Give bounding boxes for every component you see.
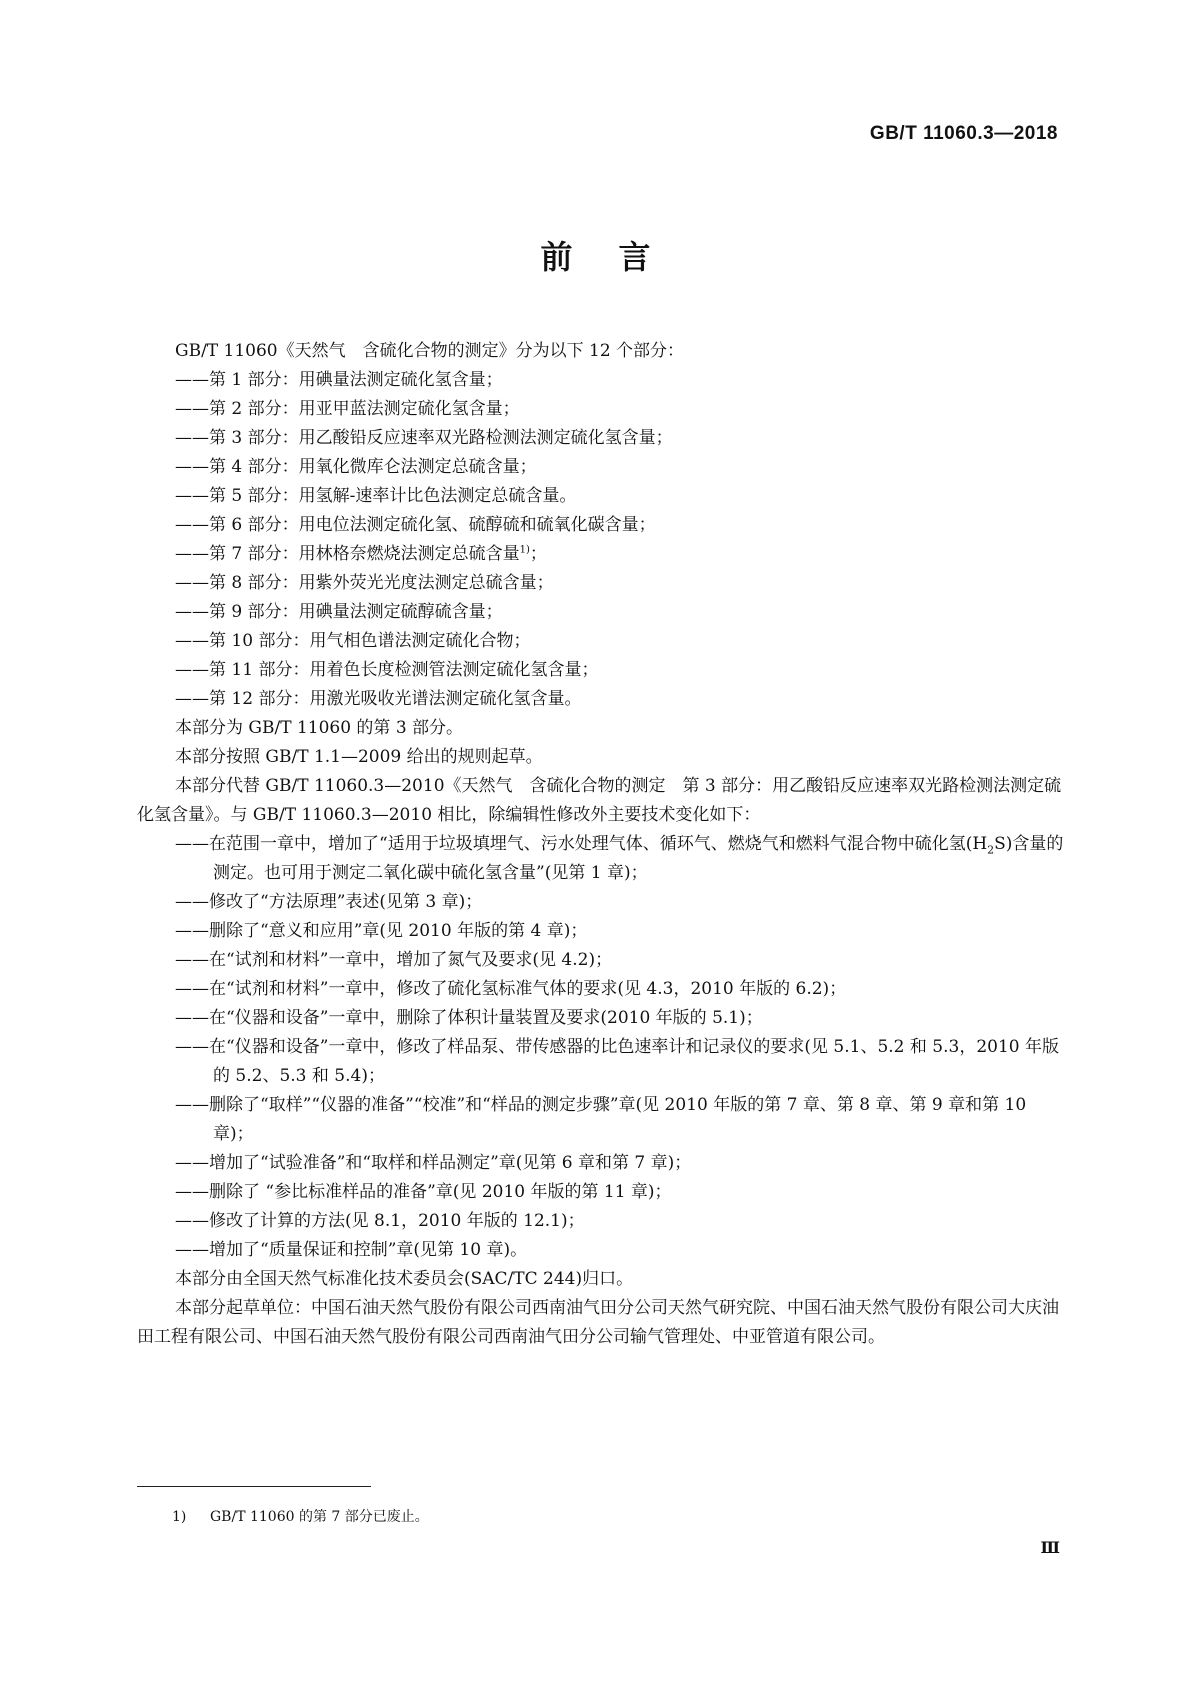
- subscript: 2: [987, 843, 995, 857]
- replaces-paragraph: 本部分代替 GB/T 11060.3—2010《天然气 含硫化合物的测定 第 3 部分：用乙酸铅反应速率双光路检测法测定硫化氢含量》。与 GB/T 11060.3—2010 相比，除编辑性修改外主要技术变化如下：: [137, 776, 1062, 825]
- foreword-body: [137, 337, 1069, 1352]
- list-item: ——第 12 部分：用激光吸收光谱法测定硫化氢含量。: [175, 689, 582, 709]
- list-item: [137, 540, 1069, 569]
- list-item: ——第 10 部分：用气相色谱法测定硫化合物；: [175, 631, 531, 651]
- footnote: [172, 1507, 429, 1527]
- footnote-divider: [137, 1486, 371, 1487]
- list-item-text: ——在范围一章中，增加了“适用于垃圾填埋气、污水处理气体、循环气、燃烧气和燃料气混合物中硫化氢(H: [175, 834, 988, 854]
- part-of-paragraph: 本部分为 GB/T 11060 的第 3 部分。: [175, 718, 464, 738]
- list-item: ——修改了“方法原理”表述(见第 3 章)；: [175, 892, 483, 912]
- list-item: ——第 4 部分：用氧化微库仑法测定总硫含量；: [175, 457, 537, 477]
- list-item: ——第 1 部分：用碘量法测定硫化氢含量；: [175, 370, 503, 390]
- drafting-rules-paragraph: 本部分按照 GB/T 1.1—2009 给出的规则起草。: [175, 747, 543, 767]
- list-item: ——增加了“试验准备”和“取样和样品测定”章(见第 6 章和第 7 章)；: [175, 1153, 692, 1173]
- footnote-text: GB/T 11060 的第 7 部分已废止。: [210, 1509, 429, 1525]
- list-item: [137, 830, 1069, 888]
- list-item: ——第 2 部分：用亚甲蓝法测定硫化氢含量；: [175, 399, 520, 419]
- list-item-text: S)含量的测定。也可用于测定二氧化碳中硫化氢含量”(见第 1 章)；: [213, 834, 1064, 883]
- list-item-text: ——第 7 部分：用林格奈燃烧法测定总硫含量: [175, 544, 520, 564]
- list-item: ——删除了“意义和应用”章(见 2010 年版的第 4 章)；: [175, 921, 588, 941]
- list-item: ——第 3 部分：用乙酸铅反应速率双光路检测法测定硫化氢含量；: [175, 428, 673, 448]
- changes-list: [137, 830, 1069, 1265]
- list-item-tail: ；: [529, 544, 547, 564]
- standard-number: GB/T 11060.3—2018: [869, 123, 1058, 144]
- list-item: ——在“试剂和材料”一章中，增加了氮气及要求(见 4.2)；: [175, 950, 613, 970]
- list-item: ——增加了“质量保证和控制”章(见第 10 章)。: [175, 1240, 528, 1260]
- list-item: ——修改了计算的方法(见 8.1，2010 年版的 12.1)；: [175, 1211, 585, 1231]
- list-item: ——第 8 部分：用紫外荧光光度法测定总硫含量；: [175, 573, 554, 593]
- list-item: ——删除了“取样”“仪器的准备”“校准”和“样品的测定步骤”章(见 2010 年版的第 7 章、第 8 章、第 9 章和第 10 章)；: [175, 1095, 1027, 1144]
- footnote-label: 1): [172, 1509, 187, 1525]
- list-item: ——第 5 部分：用氢解-速率计比色法测定总硫含量。: [175, 486, 577, 506]
- list-item: ——在“试剂和材料”一章中，修改了硫化氢标准气体的要求(见 4.3，2010 年版的 6.2)；: [175, 979, 847, 999]
- list-item: ——在“仪器和设备”一章中，删除了体积计量装置及要求(2010 年版的 5.1)；: [175, 1008, 763, 1028]
- footnote-reference: 1): [519, 544, 530, 556]
- intro-paragraph: GB/T 11060《天然气 含硫化合物的测定》分为以下 12 个部分：: [175, 341, 685, 361]
- page-number: Ⅲ: [1040, 1538, 1060, 1557]
- list-item: ——在“仪器和设备”一章中，修改了样品泵、带传感器的比色速率计和记录仪的要求(见 5.1、5.2 和 5.3，2010 年版的 5.2、5.3 和 5.4)；: [175, 1037, 1059, 1086]
- page-title: 前言: [540, 238, 697, 276]
- committee-paragraph: 本部分由全国天然气标准化技术委员会(SAC/TC 244)归口。: [175, 1269, 634, 1289]
- list-item: ——第 9 部分：用碘量法测定硫醇硫含量；: [175, 602, 503, 622]
- parts-list: [137, 366, 1069, 714]
- list-item: ——第 6 部分：用电位法测定硫化氢、硫醇硫和硫氧化碳含量；: [175, 515, 656, 535]
- list-item: ——第 11 部分：用着色长度检测管法测定硫化氢含量；: [175, 660, 599, 680]
- drafting-units-paragraph: 本部分起草单位：中国石油天然气股份有限公司西南油气田分公司天然气研究院、中国石油天然气股份有限公司大庆油田工程有限公司、中国石油天然气股份有限公司西南油气田分公司输气管理处、中亚管道有限公司。: [137, 1298, 1059, 1347]
- list-item: ——删除了 “参比标准样品的准备”章(见 2010 年版的第 11 章)；: [175, 1182, 672, 1202]
